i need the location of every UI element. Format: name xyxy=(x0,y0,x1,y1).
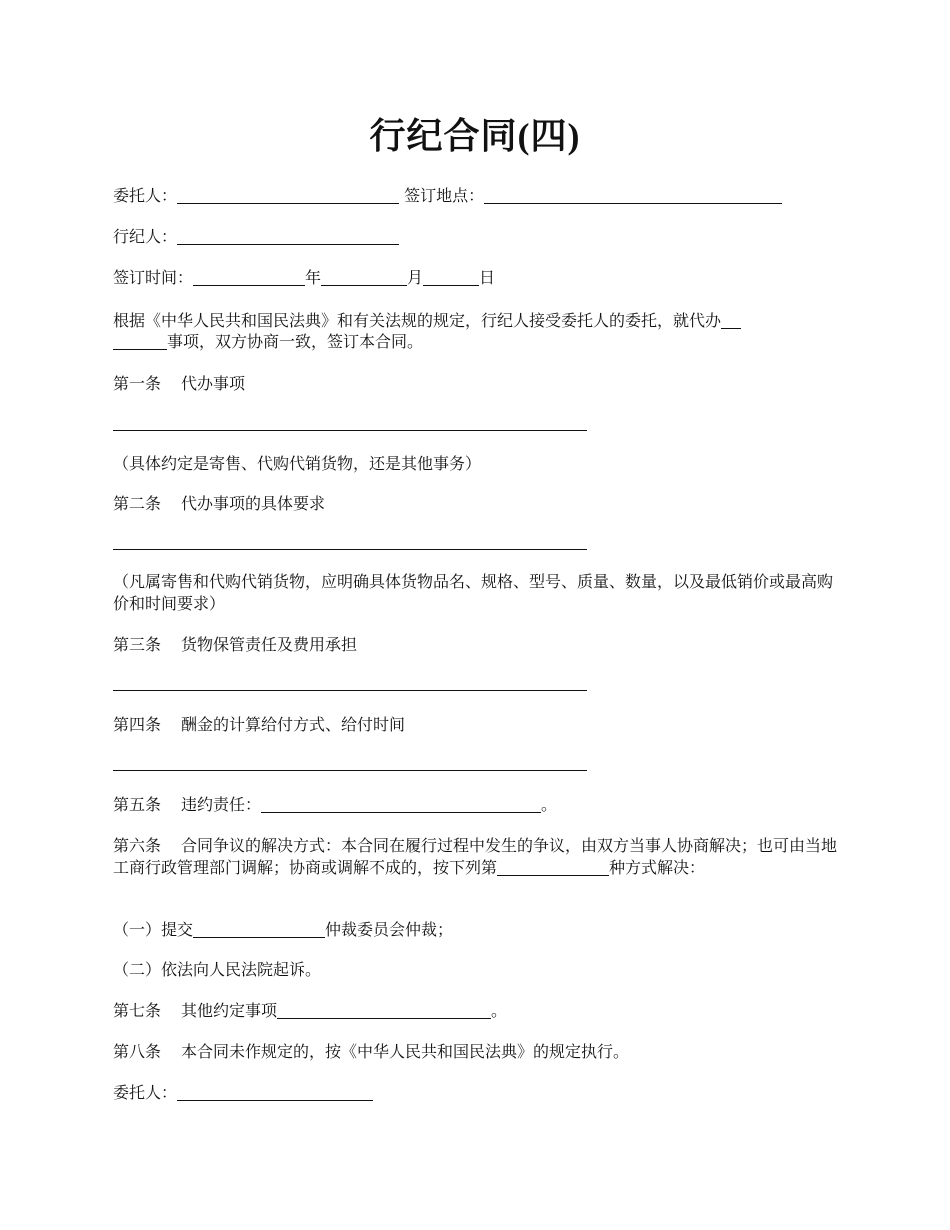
sign-place-label: 签订地点： xyxy=(404,186,485,205)
preamble-line2 xyxy=(113,330,843,353)
footer-principal-row xyxy=(113,1081,843,1104)
article-5-row xyxy=(113,793,843,816)
article-3-blank[interactable] xyxy=(113,690,587,691)
article-2-note: （凡属寄售和代购代销货物，应明确具体货物品名、规格、型号、质量、数量，以及最低销价或最高购价和时间要求） xyxy=(113,572,834,613)
article-5-text: 违约责任： xyxy=(181,795,262,814)
broker-blank[interactable] xyxy=(177,226,399,245)
day-blank[interactable] xyxy=(423,267,479,286)
article-2-number: 第二条 xyxy=(113,494,162,513)
article-6-paragraph xyxy=(113,835,843,879)
option-1-text-b: 仲裁委员会仲裁； xyxy=(325,920,454,939)
sign-time-row xyxy=(113,266,843,289)
footer-principal-label: 委托人： xyxy=(113,1083,178,1102)
article-8-text: 本合同未作规定的，按《中华人民共和国民法典》的规定执行。 xyxy=(181,1042,630,1061)
article-2-text: 代办事项的具体要求 xyxy=(181,494,326,513)
document-title: 行纪合同(四) xyxy=(369,116,581,156)
month-blank[interactable] xyxy=(321,267,407,286)
article-4-number: 第四条 xyxy=(113,715,162,734)
article-4-text: 酬金的计算给付方式、给付时间 xyxy=(181,715,406,734)
article-4-blank[interactable] xyxy=(113,770,587,771)
preamble-text-1: 根据《中华人民共和国民法典》和有关法规的规定，行纪人接受委托人的委托，就代办 xyxy=(113,311,722,330)
preamble-text-2: 事项，双方协商一致，签订本合同。 xyxy=(167,332,424,351)
article-2-heading xyxy=(113,492,843,515)
article-7-row xyxy=(113,999,843,1022)
principal-place-row xyxy=(113,184,843,207)
article-1-blank[interactable] xyxy=(113,430,587,431)
article-1-text: 代办事项 xyxy=(181,374,246,393)
broker-row xyxy=(113,225,843,248)
article-7-blank[interactable] xyxy=(277,1000,491,1019)
article-4-heading xyxy=(113,713,843,736)
article-1-number: 第一条 xyxy=(113,374,162,393)
principal-blank[interactable] xyxy=(177,185,399,204)
broker-label: 行纪人： xyxy=(113,227,178,246)
article-6-text-1: 合同争议的解决方式：本合同在履行过程中发生的争议，由双方当事人协商解决；也可由当地工商行政管理部门调解；协商或调解不成的，按下列第 xyxy=(113,836,838,877)
article-7-end: 。 xyxy=(491,1001,508,1020)
day-label: 日 xyxy=(479,268,496,287)
article-5-blank[interactable] xyxy=(261,794,541,813)
article-3-text: 货物保管责任及费用承担 xyxy=(181,635,358,654)
article-8-row xyxy=(113,1040,843,1063)
option-1-text-a: （一）提交 xyxy=(113,920,194,939)
article-7-text: 其他约定事项 xyxy=(181,1001,278,1020)
article-1-note: （具体约定是寄售、代购代销货物，还是其他事务） xyxy=(113,454,482,473)
article-6-number: 第六条 xyxy=(113,836,162,855)
preamble-blank-b[interactable] xyxy=(113,331,167,350)
article-1-heading xyxy=(113,372,843,395)
article-6-blank[interactable] xyxy=(497,857,609,876)
article-6-text-2: 种方式解决： xyxy=(609,858,706,877)
year-blank[interactable] xyxy=(193,267,305,286)
footer-principal-blank[interactable] xyxy=(177,1082,373,1101)
article-3-heading xyxy=(113,633,843,656)
article-5-end: 。 xyxy=(541,795,558,814)
option-2-row: （二）依法向人民法院起诉。 xyxy=(113,960,322,979)
principal-label: 委托人： xyxy=(113,186,178,205)
preamble-blank-a[interactable] xyxy=(721,310,741,329)
article-7-number: 第七条 xyxy=(113,1001,162,1020)
year-label: 年 xyxy=(305,268,322,287)
option-1-blank[interactable] xyxy=(193,919,325,938)
article-2-blank[interactable] xyxy=(113,549,587,550)
article-5-number: 第五条 xyxy=(113,795,162,814)
option-1-row xyxy=(113,918,843,941)
sign-place-blank[interactable] xyxy=(484,185,782,204)
sign-time-label: 签订时间： xyxy=(113,268,194,287)
article-3-number: 第三条 xyxy=(113,635,162,654)
preamble-line1 xyxy=(113,309,843,332)
month-label: 月 xyxy=(407,268,424,287)
article-8-number: 第八条 xyxy=(113,1042,162,1061)
